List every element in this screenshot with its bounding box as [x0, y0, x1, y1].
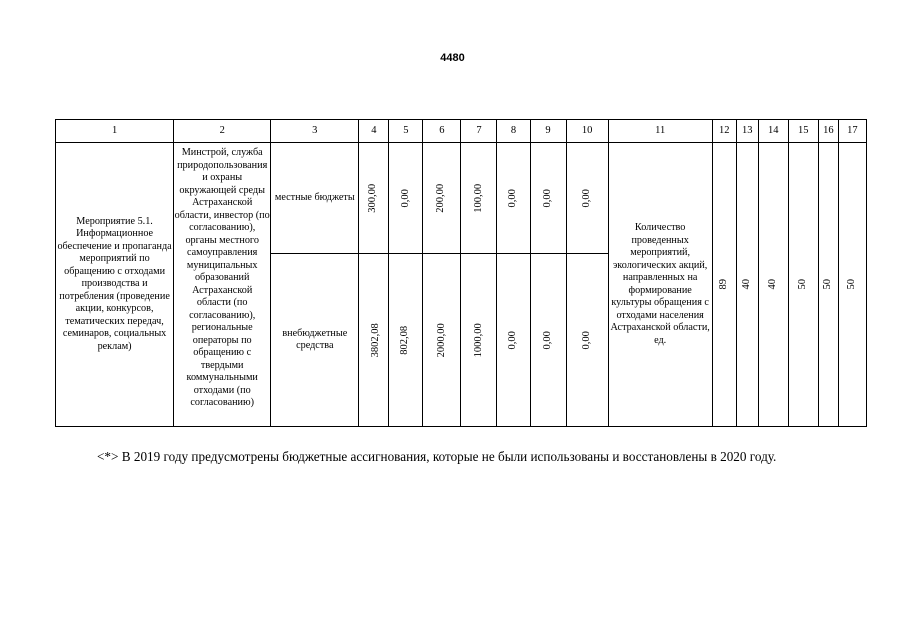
- col-header: 7: [461, 120, 497, 143]
- funding-value: 300,00: [367, 183, 379, 213]
- value-cell: [566, 254, 608, 427]
- col-header: 5: [389, 120, 423, 143]
- value-cell: [530, 143, 566, 254]
- value-cell: [497, 143, 530, 254]
- value-cell: [530, 254, 566, 427]
- executor-cell: [174, 143, 271, 427]
- col-header: 11: [608, 120, 712, 143]
- funding-value: 0,00: [580, 188, 592, 208]
- event-name: Мероприятие 5.1. Информационное обеспечение и пропаганда мероприятий по обращению с отходами производства и потребления (проведение акции, конкурсов, тематических передач, семинаров, социальных реклам): [57, 215, 172, 352]
- funding-value: 1000,00: [472, 322, 484, 358]
- col-header: 6: [423, 120, 461, 143]
- funding-source: внебюджетные средства: [282, 327, 348, 351]
- value-cell: [423, 254, 461, 427]
- funding-value: 0,00: [541, 188, 553, 208]
- target-cell: [788, 143, 818, 427]
- col-header: 4: [359, 120, 389, 143]
- indicator-cell: [608, 143, 712, 427]
- target-cell: [736, 143, 758, 427]
- col-header: 16: [818, 120, 838, 143]
- target-cell: [838, 143, 866, 427]
- indicator-text: Количество проведенных мероприятий, экологических акций, направленных на формирование культуры обращения с отходами населения Астраханской области, ед.: [610, 222, 710, 346]
- col-header: 1: [56, 120, 174, 143]
- col-header: 10: [566, 120, 608, 143]
- value-cell: [497, 254, 530, 427]
- value-cell: [461, 254, 497, 427]
- col-header: 14: [758, 120, 788, 143]
- target-cell: [758, 143, 788, 427]
- funding-value: 0,00: [541, 330, 553, 350]
- col-header: 9: [530, 120, 566, 143]
- col-header: 8: [497, 120, 530, 143]
- program-table: [55, 119, 867, 427]
- value-cell: [359, 143, 389, 254]
- target-value: 50: [822, 279, 834, 290]
- funding-value: 2000,00: [435, 322, 447, 358]
- table-row: [56, 143, 867, 254]
- funding-source-cell: [271, 254, 359, 427]
- funding-source: местные бюджеты: [274, 191, 355, 203]
- target-value: 40: [767, 279, 779, 290]
- funding-value: 0,00: [580, 330, 592, 350]
- executor-text: Минстрой, служба природопользования и охраны окружающей среды Астраханской области, инвестор (по согласованию), органы местного самоуправления муниципальных образований Астраханской области (по согласованию), региональные операторы по обращению с твердыми коммунальными отходами (по согласованию): [174, 147, 270, 408]
- col-header: 13: [736, 120, 758, 143]
- value-cell: [389, 254, 423, 427]
- value-cell: [359, 254, 389, 427]
- col-header: 15: [788, 120, 818, 143]
- value-cell: [461, 143, 497, 254]
- funding-value: 0,00: [507, 188, 519, 208]
- value-cell: [389, 143, 423, 254]
- target-cell: [712, 143, 736, 427]
- value-cell: [423, 143, 461, 254]
- funding-source-cell: [271, 143, 359, 254]
- target-value: 89: [717, 279, 729, 290]
- funding-value: 200,00: [435, 183, 447, 213]
- header-row: [56, 120, 867, 143]
- event-name-cell: [56, 143, 174, 427]
- footnote: <*> В 2019 году предусмотрены бюджетные ассигнования, которые не были использованы и восстановлены в 2020 году.: [97, 449, 777, 464]
- col-header: 2: [174, 120, 271, 143]
- funding-value: 802,08: [399, 325, 411, 355]
- funding-value: 0,00: [507, 330, 519, 350]
- col-header: 12: [712, 120, 736, 143]
- page-number: 4480: [440, 52, 465, 64]
- target-value: 40: [740, 279, 752, 290]
- funding-value: 100,00: [472, 183, 484, 213]
- target-value: 50: [797, 279, 809, 290]
- target-cell: [818, 143, 838, 427]
- col-header: 3: [271, 120, 359, 143]
- col-header: 17: [838, 120, 866, 143]
- funding-value: 3802,08: [370, 322, 382, 358]
- funding-value: 0,00: [399, 188, 411, 208]
- value-cell: [566, 143, 608, 254]
- target-value: 50: [846, 279, 858, 290]
